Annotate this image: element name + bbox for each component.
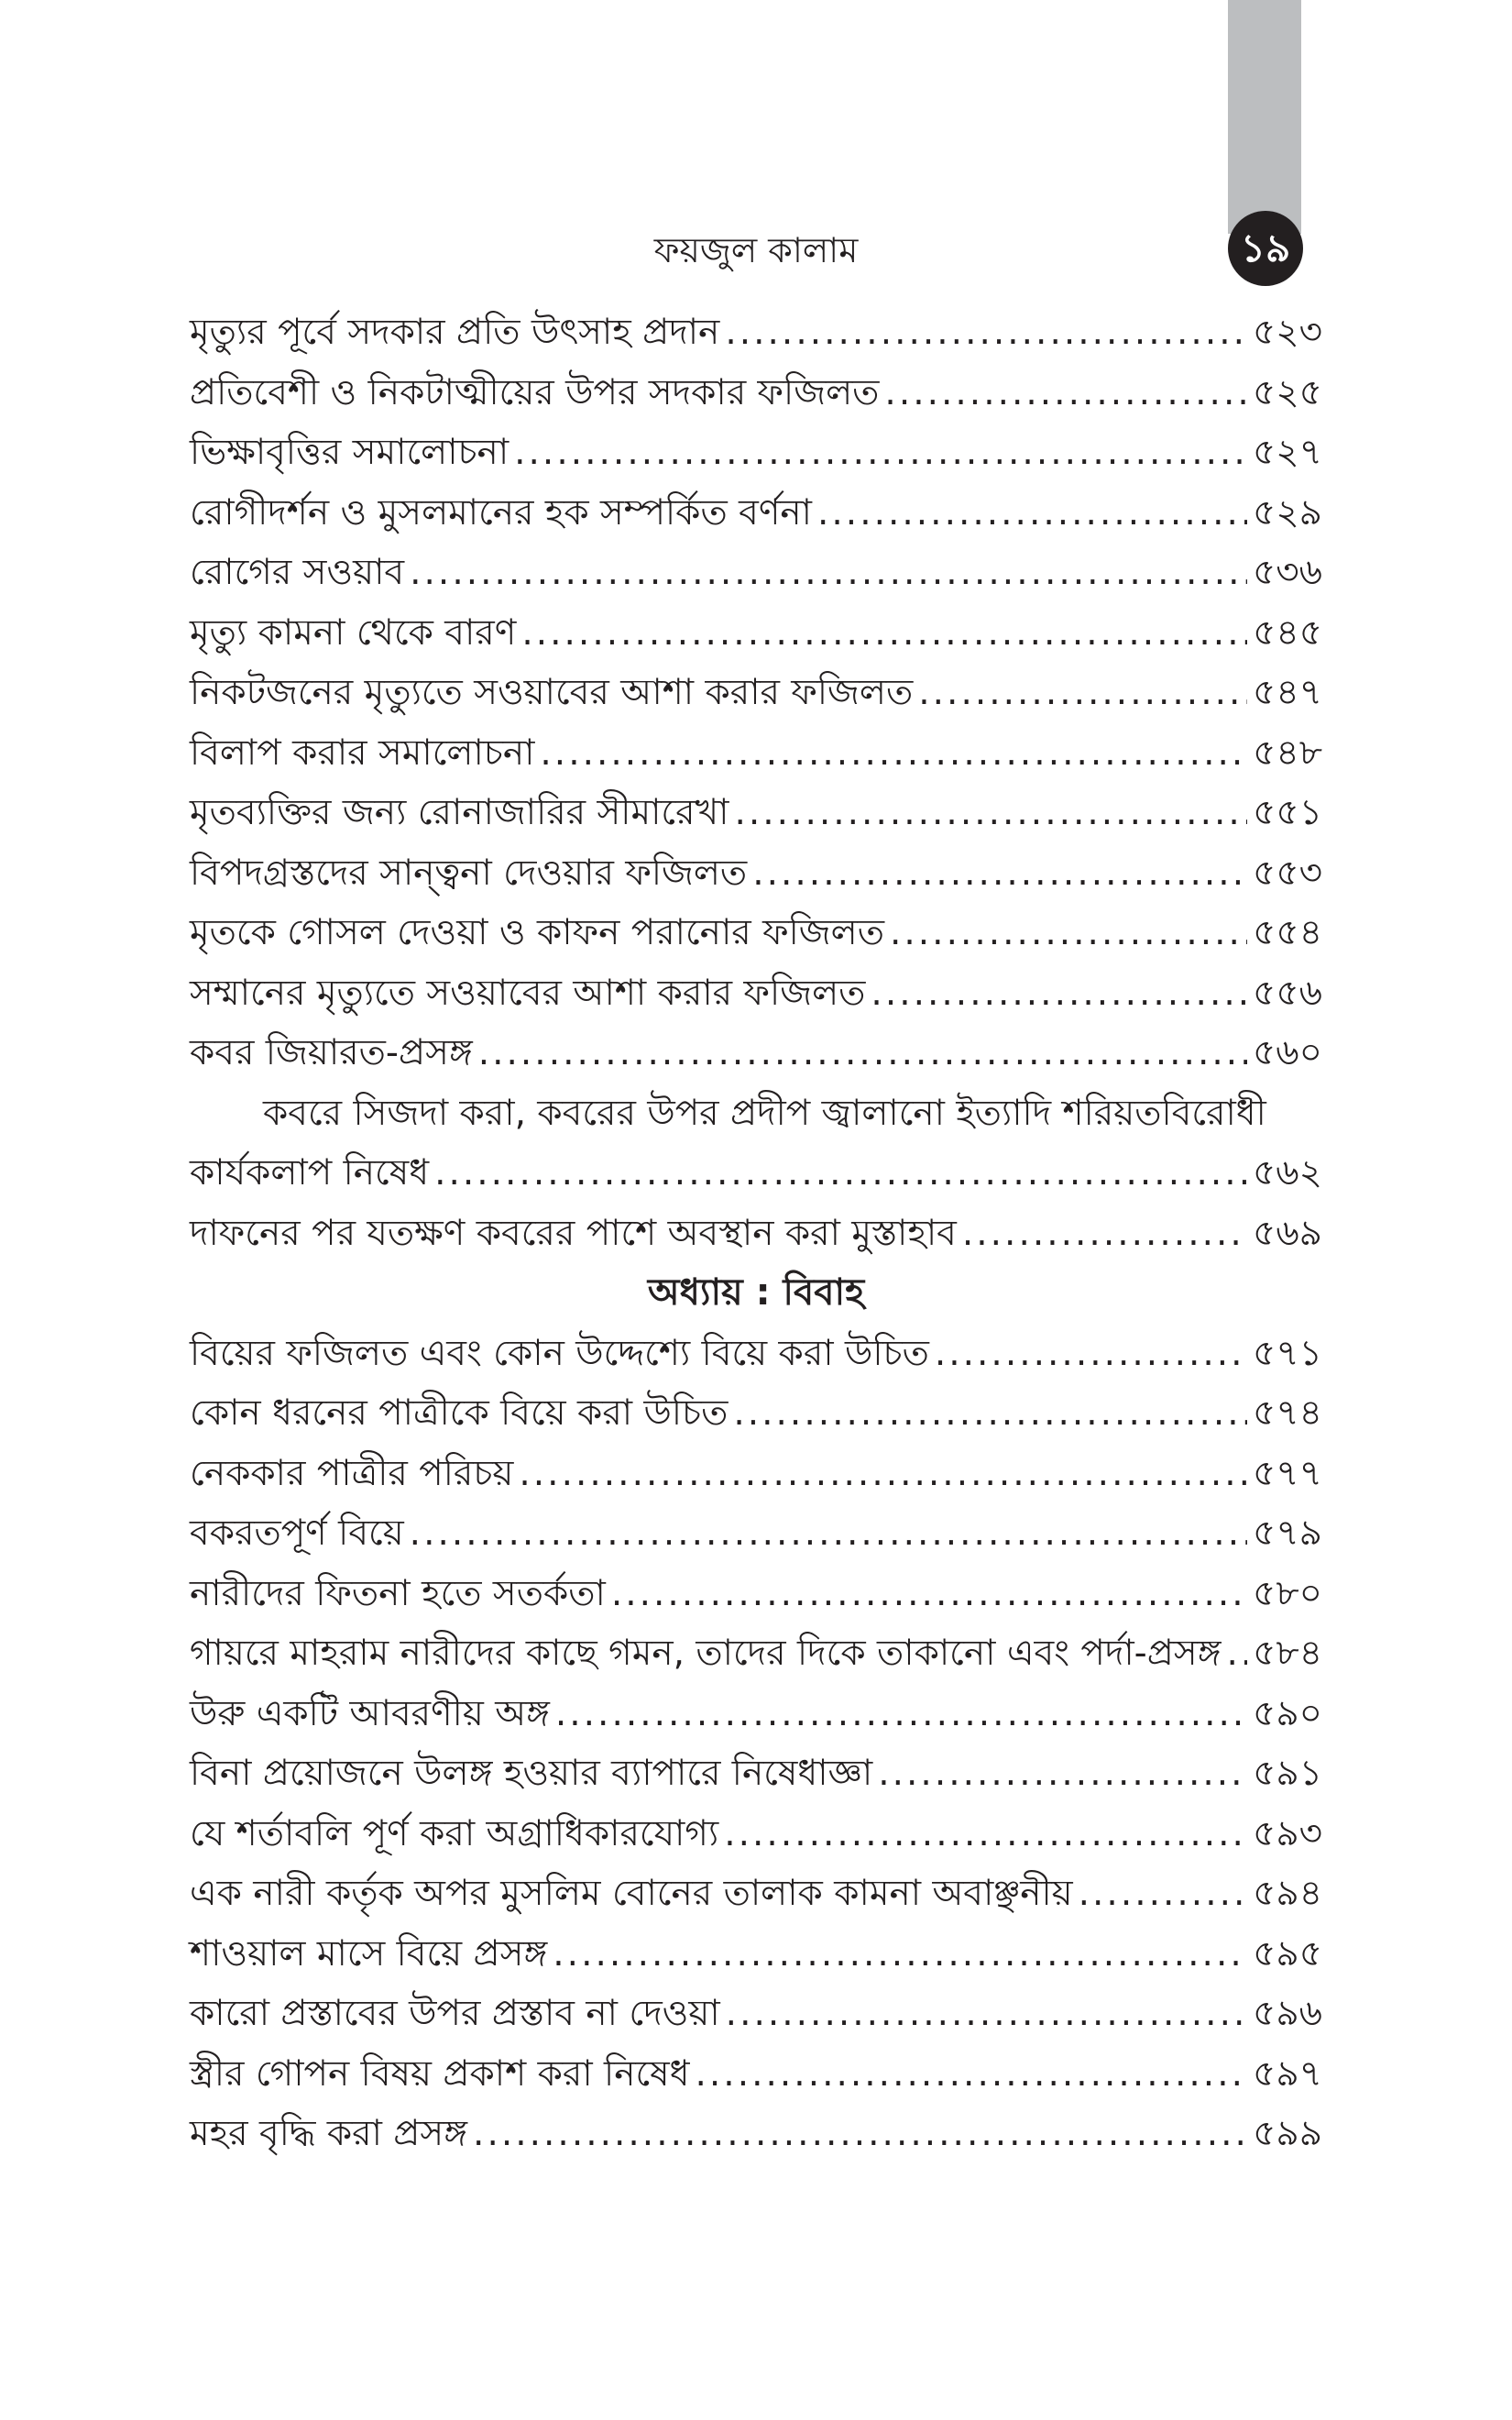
dot-leader [935, 1324, 1247, 1383]
toc-entry-title: নারীদের ফিতনা হতে সতর্কতা [190, 1572, 606, 1614]
toc-entry-title: শাওয়াল মাসে বিয়ে প্রসঙ্গ [190, 1932, 548, 1974]
toc-entry-title: উরু একটি আবরণীয় অঙ্গ [190, 1692, 550, 1734]
toc-entry-page: ৫২৭ [1252, 432, 1322, 473]
toc-entry-page: ৫৬০ [1252, 1032, 1322, 1073]
dot-leader [410, 543, 1247, 602]
toc-entry-page: ৫৫১ [1253, 792, 1322, 833]
dot-leader [725, 302, 1247, 362]
toc-entry-page: ৫৪৮ [1253, 732, 1322, 774]
toc-entry-page: ৫৯৬ [1253, 1993, 1322, 2034]
toc-entry-page: ৫২৫ [1253, 371, 1322, 413]
toc-entry-title: বিনা প্রয়োজনে উলঙ্গ হওয়ার ব্যাপারে নিষেধাজ্ঞা [190, 1753, 873, 1794]
toc-entry [190, 843, 1322, 904]
toc-entry-page: ৫৯০ [1253, 1692, 1322, 1734]
toc-entry-title: বিপদগ্রস্তদের সান্ত্বনা দেওয়ার ফজিলত [190, 852, 748, 894]
dot-leader [1226, 1623, 1247, 1683]
toc-entry [190, 302, 1322, 363]
thumb-tab [1228, 0, 1301, 234]
dot-leader [521, 603, 1247, 663]
toc-entry [190, 963, 1322, 1024]
toc-entry [190, 1804, 1322, 1864]
toc-entry-title: রোগের সওয়াব [190, 552, 405, 593]
dot-leader [434, 1143, 1247, 1203]
toc-entry-title: কোন ধরনের পাত্রীকে বিয়ে করা উচিত [190, 1392, 729, 1434]
toc-entry [190, 663, 1322, 723]
table-of-contents [190, 302, 1322, 2164]
toc-entry-page: ৫৪৭ [1253, 672, 1322, 713]
dot-leader [478, 1023, 1247, 1083]
toc-entry [190, 1623, 1322, 1684]
dot-leader [884, 363, 1247, 423]
toc-entry-title: নিকটজনের মৃত্যুতে সওয়াবের আশা করার ফজিলত [190, 672, 914, 713]
dot-leader [1079, 1864, 1247, 1923]
toc-entry-title: বিলাপ করার সমালোচনা [190, 732, 535, 774]
toc-entry-page: ৫৬২ [1252, 1152, 1322, 1194]
toc-entry-title: রোগীদর্শন ও মুসলমানের হক সম্পর্কিত বর্ণনা [190, 491, 812, 534]
toc-entry-page: ৫৫৬ [1253, 972, 1322, 1014]
toc-entry [190, 2104, 1322, 2164]
dot-leader [519, 1444, 1247, 1503]
toc-entry-page: ৫৯৭ [1253, 2052, 1322, 2095]
toc-entry-page: ৫৩৬ [1252, 552, 1322, 593]
toc-entry-title: মহর বৃদ্ধি করা প্রসঙ্গ [190, 2113, 468, 2154]
toc-entry [190, 1324, 1322, 1384]
toc-entry-title: বকরতপূর্ণ বিয়ে [190, 1512, 404, 1554]
dot-leader [918, 663, 1247, 722]
toc-entry-title: কার্যকলাপ নিষেধ [190, 1152, 430, 1194]
dot-leader [871, 963, 1247, 1023]
toc-entry-title: এক নারী কর্তৃক অপর মুসলিম বোনের তালাক কামনা অবাঞ্ছনীয় [190, 1873, 1073, 1914]
dot-leader [734, 783, 1247, 842]
toc-entry [190, 1984, 1322, 2044]
dot-leader [817, 483, 1247, 543]
toc-entry-title: বিয়ের ফজিলত এবং কোন উদ্দেশ্যে বিয়ে করা উচিত [190, 1332, 929, 1374]
dot-leader [553, 1924, 1247, 1984]
toc-entry-title: মৃত্যু কামনা থেকে বারণ [190, 611, 517, 654]
toc-entry [190, 603, 1322, 664]
toc-entry [190, 423, 1322, 483]
toc-entry-page: ৫৯৯ [1253, 2113, 1322, 2154]
toc-entry-title: সম্মানের মৃত্যুতে সওয়াবের আশা করার ফজিলত [190, 972, 866, 1014]
running-title: ফয়জুল কালাম [653, 230, 859, 270]
toc-entry-page: ৫২৩ [1252, 312, 1322, 353]
toc-entry [190, 1444, 1322, 1504]
toc-entry-title: নেককার পাত্রীর পরিচয় [190, 1452, 514, 1494]
toc-entry [190, 1864, 1322, 1924]
toc-section-2 [190, 1324, 1322, 2164]
dot-leader [514, 423, 1247, 482]
toc-entry-page: ৫৯৫ [1253, 1932, 1322, 1974]
toc-entry-title: যে শর্তাবলি পূর্ণ করা অগ্রাধিকারযোগ্য [190, 1812, 719, 1854]
toc-entry-page: ৫৯১ [1253, 1753, 1322, 1794]
toc-entry [190, 1744, 1322, 1804]
toc-entry [190, 1503, 1322, 1564]
toc-entry [190, 543, 1322, 603]
toc-entry-page: ৫৮০ [1253, 1572, 1322, 1614]
toc-entry-title: মৃতব্যক্তির জন্য রোনাজারির সীমারেখা [190, 792, 729, 833]
dot-leader [878, 1744, 1247, 1803]
dot-leader [752, 843, 1247, 903]
toc-entry-page: ৫২৯ [1253, 491, 1322, 534]
dot-leader [733, 1383, 1247, 1443]
dot-leader [962, 1204, 1247, 1263]
chapter-heading: অধ্যায় : বিবাহ [647, 1271, 865, 1314]
toc-entry-page: ৫৬৯ [1253, 1212, 1322, 1254]
toc-entry [190, 783, 1322, 843]
toc-entry-page: ৫৯৩ [1253, 1812, 1322, 1854]
dot-leader [726, 1984, 1247, 2043]
toc-entry [190, 903, 1322, 963]
toc-entry-title: দাফনের পর যতক্ষণ কবরের পাশে অবস্থান করা মুস্তাহাব [190, 1212, 957, 1254]
toc-entry [190, 1204, 1322, 1264]
dot-leader [555, 1684, 1247, 1744]
toc-entry-page: ৫৭৯ [1253, 1512, 1322, 1554]
toc-entry-title: ভিক্ষাবৃত্তির সমালোচনা [190, 432, 509, 473]
toc-entry-title: স্ত্রীর গোপন বিষয় প্রকাশ করা নিষেধ [190, 2052, 690, 2095]
toc-entry [190, 1564, 1322, 1624]
toc-entry [190, 723, 1322, 784]
toc-entry-title: মৃত্যুর পূর্বে সদকার প্রতি উৎসাহ প্রদান [190, 312, 720, 353]
toc-entry [190, 1143, 1322, 1204]
dot-leader [890, 903, 1247, 962]
toc-entry [190, 1383, 1322, 1444]
dot-leader [410, 1503, 1247, 1563]
toc-entry-page: ৫৯৪ [1253, 1873, 1322, 1914]
toc-entry-page: ৫৭৪ [1253, 1392, 1322, 1434]
toc-entry-title: গায়রে মাহরাম নারীদের কাছে গমন, তাদের দিকে তাকানো এবং পর্দা-প্রসঙ্গ [190, 1633, 1222, 1674]
toc-entry-title: মৃতকে গোসল দেওয়া ও কাফন পরানোর ফজিলত [190, 912, 884, 953]
toc-entry-page: ৫৪৫ [1253, 611, 1322, 654]
toc-entry [190, 1684, 1322, 1744]
toc-entry [190, 1924, 1322, 1985]
dot-leader [724, 1804, 1247, 1864]
toc-entry-page: ৫৫৩ [1253, 852, 1322, 894]
toc-section-1 [190, 302, 1322, 1084]
toc-entry [190, 363, 1322, 424]
toc-entry-page: ৫৫৪ [1253, 912, 1322, 953]
toc-entry-title: কারো প্রস্তাবের উপর প্রস্তাব না দেওয়া [190, 1993, 720, 2034]
dot-leader [611, 1564, 1247, 1623]
toc-entry [190, 483, 1322, 544]
dot-leader [473, 2104, 1247, 2163]
toc-entry-title: কবর জিয়ারত-প্রসঙ্গ [190, 1032, 473, 1073]
page-number-badge: ১৯ [1228, 211, 1303, 286]
toc-entry-page: ৫৭৭ [1252, 1452, 1322, 1494]
dot-leader [540, 723, 1247, 783]
toc-entry [190, 2044, 1322, 2105]
toc-entry [190, 1023, 1322, 1084]
toc-entry-page: ৫৭১ [1253, 1332, 1322, 1374]
toc-entry-line1: কবরে সিজদা করা, কবরের উপর প্রদীপ জ্বালানো ইত্যাদি শরিয়তবিরোধী [263, 1092, 1266, 1134]
toc-entry-page: ৫৮৪ [1253, 1633, 1322, 1674]
toc-entry-title: প্রতিবেশী ও নিকটাত্মীয়ের উপর সদকার ফজিলত [190, 371, 880, 413]
dot-leader [696, 2044, 1248, 2104]
